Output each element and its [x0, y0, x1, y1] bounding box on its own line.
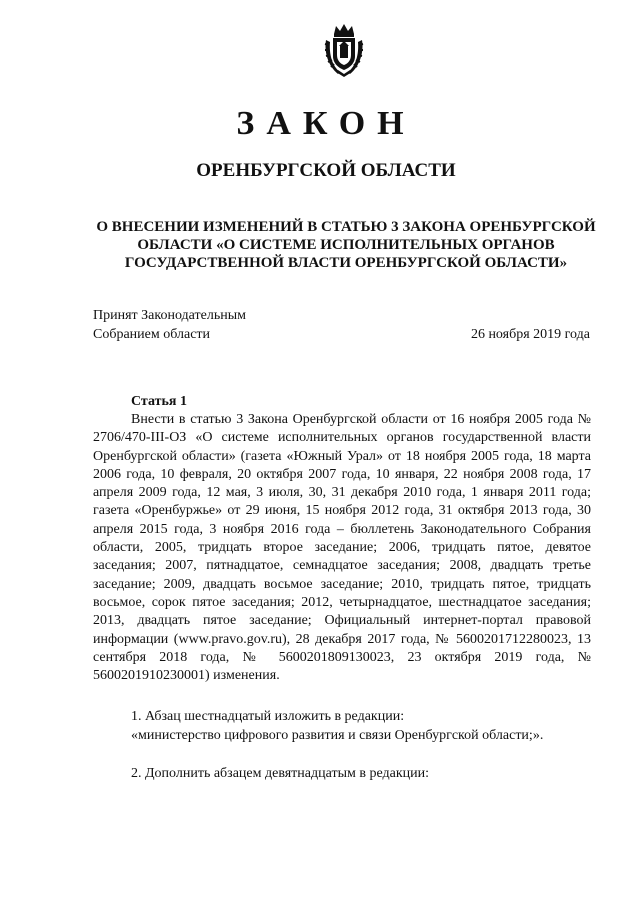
- amendment-item-2: [131, 764, 601, 783]
- law-subject: О ВНЕСЕНИИ ИЗМЕНЕНИЙ В СТАТЬЮ 3 ЗАКОНА ОРЕНБУРГСКОЙ ОБЛАСТИ «О СИСТЕМЕ ИСПОЛНИТЕЛЬНЫХ ОРГАНОВ ГОСУДАРСТВЕННОЙ ВЛАСТИ ОРЕНБУРГСКОЙ ОБЛАСТИ»: [96, 219, 596, 271]
- amendment-item-1-wording: «министерство цифрового развития и связи Оренбургской области;».: [131, 728, 544, 743]
- amendment-item-2-text: 2. Дополнить абзацем девятнадцатым в редакции:: [131, 766, 429, 781]
- law-title: ЗАКОН: [236, 105, 416, 142]
- amendment-item-1-text: 1. Абзац шестнадцатый изложить в редакции:: [131, 709, 405, 724]
- adoption-line-1: Принят Законодательным: [93, 308, 246, 323]
- adoption-line-2: Собранием области: [93, 327, 211, 342]
- coat-of-arms-icon: [322, 22, 366, 78]
- amendment-item-1: [131, 707, 601, 745]
- adoption-date: 26 ноября 2019 года: [470, 327, 590, 342]
- article-body: Внести в статью 3 Закона Оренбургской области от 16 ноября 2005 года № 2706/470-III-ОЗ «О системе исполнительных органов государственной власти Оренбургской области» (газета «Южный Урал» от 18 ноября 2005 года, 18 марта 2006 года, 10 февраля, 20 октября 2007 года, 10 января, 22 ноября 2008 года, 17 апреля 2009 года, 12 мая, 3 июля, 30, 31 декабря 2010 года, 1 января 2011 года; газета «Оренбуржье» от 29 июня, 15 ноября 2012 года, 31 октября 2013 года, 30 апреля 2015 года, 3 ноября 2016 года – бюллетень Законодательного Собрания области, 2005, тридцать второе заседание; 2006, тридцать пятое, девятое заседания; 2007, пятнадцатое, семнадцатое заседания; 2008, двадцать третье заседание; 2009, двадцать восьмое заседание; 2010, тридцать пятое, тридцать восьмое, сорок пятое заседания; 2012, четырнадцатое, шестнадцатое заседания; 2013, двадцать пятое заседание; Официальный интернет-портал правовой информации (www.pravo.gov.ru), 28 декабря 2017 года, № 5600201712280023, 13 сентября 2018 года, № 5600201809130023, 23 октября 2019 года, № 5600201910230001) изменения.: [93, 412, 591, 684]
- article-heading: Статья 1: [131, 394, 187, 409]
- adoption-info: [93, 306, 246, 344]
- region-title: ОРЕНБУРГСКОЙ ОБЛАСТИ: [196, 160, 456, 181]
